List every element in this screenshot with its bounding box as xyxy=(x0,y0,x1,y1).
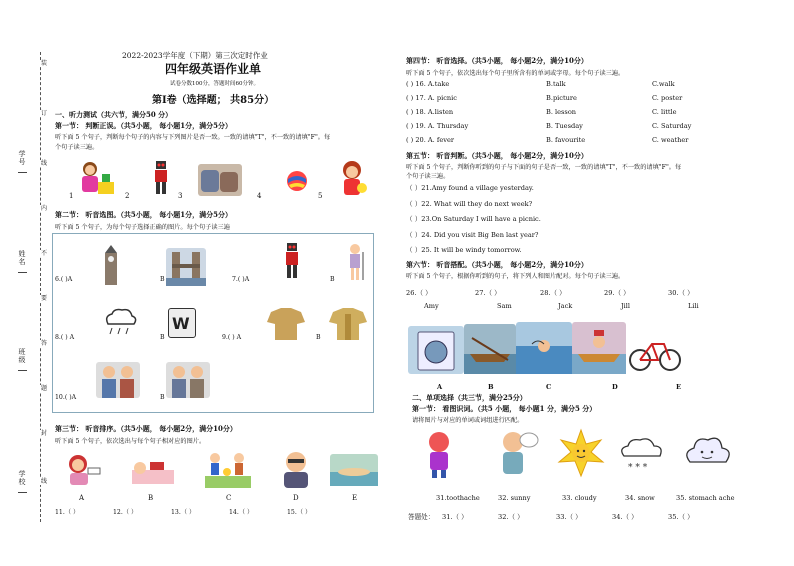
word-label: 31.toothache xyxy=(436,494,480,502)
option-letter: E xyxy=(676,383,682,391)
item-number: 1 xyxy=(69,192,74,200)
girl-with-microphone-picture xyxy=(345,242,367,282)
answer-blank[interactable]: 27.（ ） xyxy=(475,289,501,297)
cut-mark: 线 xyxy=(40,478,47,485)
answer-blank[interactable]: 29.（ ） xyxy=(604,289,630,297)
wind-sign-picture xyxy=(168,308,196,338)
schoolbags-picture xyxy=(198,164,242,196)
gutter-label-name: 姓名 xyxy=(18,250,26,266)
s1-instruction: 听下面 5 个句子，判断每个句子的内容与下列图片是否一致。一致的请填"T"，不一致的请填"F"。每 xyxy=(55,134,331,141)
item-8-option-b: B xyxy=(160,334,165,341)
gutter-label-student-id: 学号 xyxy=(18,150,26,166)
s6-heading: 第六节： 听音搭配。（共5小题， 每小题2分，满分10分） xyxy=(406,260,588,269)
option-letter: B xyxy=(148,494,154,502)
part2-heading: 二、单项选择（共三节，满分25分） xyxy=(412,393,527,402)
gutter-underline xyxy=(18,172,27,173)
s4-q16-c: C.walk xyxy=(652,80,675,88)
s4-heading: 第四节： 听音选择。（共5小题， 每小题2分，满分10分） xyxy=(406,56,588,65)
s4-q19-b: B. Tuesday xyxy=(546,122,583,130)
option-letter: A xyxy=(79,494,85,502)
s5-heading: 第五节： 听音判断。（共5小题， 每小题2分，满分10分） xyxy=(406,151,588,160)
option-letter: D xyxy=(293,494,299,502)
cloud-icon xyxy=(682,430,734,474)
svg-text:* * *: * * * xyxy=(628,463,648,473)
s1-heading: 第一节： 判断正误。（共5小题， 每小题1分，满分5分） xyxy=(55,121,232,130)
option-letter: C xyxy=(546,383,552,391)
shirt-picture-b xyxy=(327,306,369,342)
s5-instruction-2: 个句子读三遍。 xyxy=(406,173,450,180)
item-number: 5 xyxy=(318,192,323,200)
sick-girl-picture xyxy=(64,452,104,486)
s4-q17-a[interactable]: ( ) 17. A. picnic xyxy=(406,94,457,102)
answer-blank[interactable]: 13.（ ） xyxy=(171,509,196,516)
s5-instruction: 听下面 5 个句子，判断你听到的句子与下面的句子是否一致，一致的请填"T"，不一致的请填"F"。每 xyxy=(406,164,682,171)
s1-instruction-2: 个句子读三遍。 xyxy=(55,144,99,151)
s4-q20-b: B. favourite xyxy=(546,136,586,144)
big-ben-picture xyxy=(100,245,122,287)
s5-q24[interactable]: （ ）24. Did you visit Big Ben last year? xyxy=(406,231,539,239)
svg-text:W: W xyxy=(172,314,190,333)
children-playing-picture xyxy=(205,450,251,488)
tower-bridge-picture xyxy=(166,248,206,286)
answer-blank[interactable]: 34.（ ） xyxy=(612,513,638,521)
s4-q17-b: B.picture xyxy=(546,94,577,102)
s4-q17-c: C. poster xyxy=(652,94,683,102)
s5-q25[interactable]: （ ）25. It will be windy tomorrow. xyxy=(406,246,522,254)
s5-q23[interactable]: （ ）23.On Saturday I will have a picnic. xyxy=(406,215,541,223)
binding-gutter xyxy=(0,0,46,566)
answer-blank[interactable]: 14.（ ） xyxy=(229,509,254,516)
s4-instruction: 听下面 5 个句子，依次选出每个句子里所含有的单词或字母。每个句子读三遍。 xyxy=(406,70,625,77)
answer-blank[interactable]: 12.（ ） xyxy=(113,509,138,516)
cut-mark: 线 xyxy=(40,160,47,167)
item-9-label: 9.( ) A xyxy=(222,334,242,341)
answer-blank[interactable]: 32.（ ） xyxy=(498,513,524,521)
answer-blank[interactable]: 26.（ ） xyxy=(406,289,432,297)
s4-q18-c: C. little xyxy=(652,108,677,116)
exam-subtitle: 试卷分数100分，答题时间60分钟。 xyxy=(170,81,259,87)
person-name: Lili xyxy=(688,302,699,310)
gutter-underline xyxy=(18,370,27,371)
option-letter: B xyxy=(488,383,494,391)
robot-picture xyxy=(152,160,170,196)
item-8-label: 8.( ) A xyxy=(55,334,75,341)
answer-blank[interactable]: 33.（ ） xyxy=(556,513,582,521)
word-label: 34. snow xyxy=(625,494,655,502)
person-name: Jill xyxy=(621,302,630,310)
item-7-label: 7.( )A xyxy=(232,276,250,283)
s5-q22[interactable]: （ ）22. What will they do next week? xyxy=(406,200,533,208)
item-10-label: 10.( )A xyxy=(55,394,77,401)
person-name: Jack xyxy=(558,302,573,310)
s4-q16-a[interactable]: ( ) 16. A.take xyxy=(406,80,450,88)
swimming-picture xyxy=(516,322,572,374)
cut-mark: 装 xyxy=(40,60,47,67)
s2-instruction: 听下面 5 个句子，为每个句子选择正确的图片。每个句子读三遍 xyxy=(55,224,230,231)
word-label: 35. stomach ache xyxy=(676,494,735,502)
part1-heading: 一、听力测试（共六节，满分50 分） xyxy=(55,110,173,119)
two-men-picture xyxy=(166,362,210,398)
cut-mark: 要 xyxy=(40,295,47,302)
bicycle-picture xyxy=(628,332,682,374)
s2-heading: 第二节： 听音选图。（共5小题， 每小题1分，满分5分） xyxy=(55,210,232,219)
s5-q21[interactable]: （ ）21.Amy found a village yesterday. xyxy=(406,184,534,192)
answer-area-label: 答题处： xyxy=(408,513,435,521)
option-letter: A xyxy=(437,383,443,391)
beach-picture xyxy=(330,454,378,486)
cut-mark: 封 xyxy=(40,430,47,437)
cut-mark: 订 xyxy=(40,110,47,117)
girl-reading-picture xyxy=(76,160,116,198)
cut-mark: 答 xyxy=(40,340,47,347)
cut-mark: 不 xyxy=(40,250,47,257)
option-letter: E xyxy=(352,494,358,502)
rain-cloud-picture xyxy=(100,306,140,340)
cut-line xyxy=(40,52,41,522)
exam-title: 四年级英语作业单 xyxy=(165,62,262,76)
person-name: Sam xyxy=(497,302,512,310)
two-boys-picture xyxy=(96,362,140,398)
washing-machine-picture xyxy=(408,326,464,374)
answer-blank[interactable]: 28.（ ） xyxy=(540,289,566,297)
s4-q18-b: B. lesson xyxy=(546,108,577,116)
s6-instruction: 听下面 5 个句子，根据你听到的句子，将下列人和图片配对。每个句子读三遍。 xyxy=(406,273,625,280)
answer-blank[interactable]: 11.（ ） xyxy=(55,509,80,516)
answer-blank[interactable]: 35.（ ） xyxy=(668,513,694,521)
boy-stomachache-picture xyxy=(497,428,539,480)
item-9-option-b: B xyxy=(316,334,321,341)
gutter-label-class: 班级 xyxy=(18,348,26,364)
s3-heading: 第三节： 听音排序。（共5小题， 每小题2分，满分10分） xyxy=(55,424,237,433)
part2-instruction: 请将图片与对应的单词或词组进行匹配。 xyxy=(412,417,524,424)
cut-mark: 题 xyxy=(40,385,47,392)
boat-rowing-picture xyxy=(464,324,516,374)
shirt-picture-a xyxy=(265,306,307,342)
s4-q20-c: C. weather xyxy=(652,136,689,144)
item-number: 2 xyxy=(125,192,130,200)
cut-mark: 内 xyxy=(40,205,47,212)
gutter-underline xyxy=(18,492,27,493)
person-name: Amy xyxy=(424,302,439,310)
gutter-label-school: 学校 xyxy=(18,470,26,486)
exam-term-line: 2022-2023学年度（下期）第三次定时作业 xyxy=(122,51,268,60)
old-man-picture xyxy=(276,450,316,488)
item-7-option-b: B xyxy=(330,276,335,283)
item-6-option-b: B xyxy=(160,276,165,283)
rowing-picture xyxy=(572,322,626,374)
s4-q19-a[interactable]: ( ) 19. A. Thursday xyxy=(406,122,469,130)
item-number: 3 xyxy=(178,192,183,200)
sun-icon xyxy=(557,428,605,478)
gutter-underline xyxy=(18,272,27,273)
girl-in-bed-picture xyxy=(130,452,176,486)
item-10-option-b: B xyxy=(160,394,165,401)
robot-picture xyxy=(282,242,302,280)
volume-title: 第Ⅰ卷（选择题； 共85分） xyxy=(152,95,275,106)
option-letter: D xyxy=(612,383,618,391)
word-label: 33. cloudy xyxy=(562,494,597,502)
snow-cloud-icon xyxy=(616,432,668,476)
answer-blank[interactable]: 30.（ ） xyxy=(668,289,694,297)
s4-q20-a[interactable]: ( ) 20. A. fever xyxy=(406,136,454,144)
s4-q19-c: C. Saturday xyxy=(652,122,692,130)
item-number: 4 xyxy=(257,192,262,200)
girl-with-ball-picture xyxy=(335,160,369,198)
item-6-label: 6.( )A xyxy=(55,276,73,283)
part2-s1-heading: 第一节： 看图识词。（共5 小题， 每小题1 分，满分5 分） xyxy=(412,404,597,413)
option-letter: C xyxy=(226,494,232,502)
ball-picture xyxy=(285,169,309,193)
answer-blank[interactable]: 31.（ ） xyxy=(442,513,468,521)
s3-instruction: 听下面 5 个句子，依次选出与每个句子相对应的图片。 xyxy=(55,438,206,445)
answer-blank[interactable]: 15.（ ） xyxy=(287,509,312,516)
s4-q18-a[interactable]: ( ) 18. A.listen xyxy=(406,108,454,116)
toothache-kid-picture xyxy=(424,430,458,478)
s4-q16-b: B.talk xyxy=(546,80,566,88)
word-label: 32. sunny xyxy=(498,494,531,502)
